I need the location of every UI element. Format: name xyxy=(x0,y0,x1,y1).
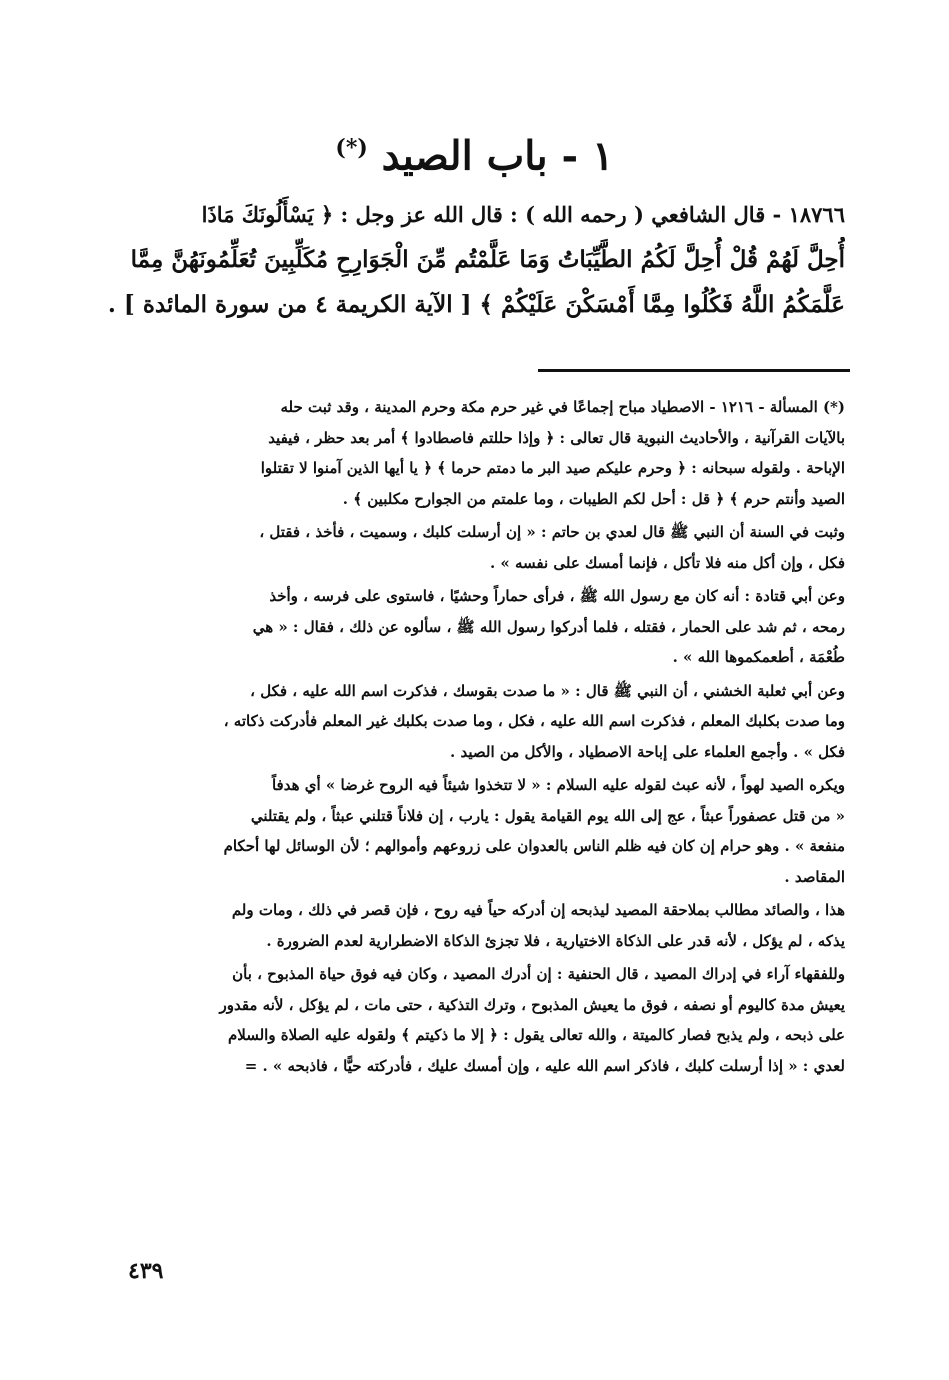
chapter-heading-text: ١ - باب الصيد xyxy=(381,132,614,180)
main-text xyxy=(100,192,845,327)
main-text-line: ١٨٧٦٦ - قال الشافعي ( رحمه الله ) : قال الله عز وجل : ﴿ يَسْأَلُونَكَ مَاذَا xyxy=(201,202,845,227)
footnote-line: المقاصد . xyxy=(784,867,845,886)
footnote-line: فكل » . وأجمع العلماء على إباحة الاصطياد ، والأكل من الصيد . xyxy=(450,742,845,761)
footnote-line: بالآيات القرآنية ، والأحاديث النبوية قال تعالى : ﴿ وإذا حللتم فاصطادوا ﴾ أمر بعد حظر ، فيفيد xyxy=(268,428,845,447)
main-text-line: عَلَّمَكُمُ اللَّهُ فَكُلُوا مِمَّا أَمْسَكْنَ عَلَيْكُمْ ﴾ [ الآية الكريمة ٤ من سورة المائدة ] . xyxy=(107,291,845,318)
footnote-line: وثبت في السنة أن النبي ﷺ قال لعدي بن حاتم : « إن أرسلت كلبك ، وسميت ، فأخذ ، فقتل ، xyxy=(259,523,845,541)
footnote-line: لعدي : « إذا أرسلت كلبك ، فاذكر اسم الله عليه ، وإن أمسك عليك ، فأدركته حيًّا ، فاذبحه » . = xyxy=(244,1056,845,1075)
main-text-line: أُحِلَّ لَهُمْ قُلْ أُحِلَّ لَكُمُ الطَّيِّبَاتُ وَمَا عَلَّمْتُم مِّنَ الْجَوَارِحِ مُكَلِّبِينَ تُعَلِّمُونَهُنَّ مِمَّا xyxy=(130,246,845,273)
footnote-line: الإباحة . ولقوله سبحانه : ﴿ وحرم عليكم صيد البر ما دمتم حرما ﴾ ﴿ يا أيها الذين آمنوا لا تقتلوا xyxy=(260,459,845,477)
footnote-divider xyxy=(538,369,850,372)
footnote-line: وللفقهاء آراء في إدراك المصيد ، قال الحنفية : إن أدرك المصيد ، وكان فيه فوق حياة المذبوح ، بأن xyxy=(232,965,845,983)
footnote-line: يعيش مدة كاليوم أو نصفه ، فوق ما يعيش المذبوح ، وترك التذكية ، حتى مات ، لم يؤكل ، لأنه مقدور xyxy=(219,995,845,1014)
footnote-marker: (*) xyxy=(335,135,368,161)
footnote-paragraph xyxy=(100,517,845,578)
footnote-paragraph xyxy=(100,959,845,1081)
footnotes xyxy=(100,392,845,1084)
footnote-line: منفعة » . وهو حرام إن كان فيه ظلم الناس بالعدوان على زروعهم وأموالهم ؛ لأن الوسائل لها أحكام xyxy=(223,837,845,855)
footnote-paragraph xyxy=(100,895,845,956)
footnote-line: الصيد وأنتم حرم ﴾ ﴿ قل : أحل لكم الطيبات ، وما علمتم من الجوارح مكلبين ﴾ . xyxy=(342,489,845,508)
footnote-line: « من قتل عصفوراً عبثاً ، عج إلى الله يوم القيامة يقول : يارب ، إن فلاناً قتلني عبثاً ، ولم يقتلني xyxy=(250,806,845,825)
footnote-line: (*) المسألة - ١٢١٦ - الاصطياد مباح إجماعًا في غير حرم مكة وحرم المدينة ، وقد ثبت حله xyxy=(280,398,845,416)
footnote-paragraph xyxy=(100,392,845,514)
chapter-title xyxy=(100,118,849,186)
footnote-line: على ذبحه ، ولم يذبح فصار كالميتة ، والله تعالى يقول : ﴿ إلا ما ذكيتم ﴾ ولقوله عليه الصلاة والسلام xyxy=(227,1026,845,1044)
footnote-line: فكل ، وإن أكل منه فلا تأكل ، فإنما أمسك على نفسه » . xyxy=(489,553,845,572)
footnote-line: هذا ، والصائد مطالب بملاحقة المصيد ليذبحه إن أدركه حياً فيه روح ، فإن قصر في ذلك ، ومات ولم xyxy=(231,901,845,919)
footnote-line: يذكه ، لم يؤكل ، لأنه قدر على الذكاة الاختيارية ، فلا تجزئ الذكاة الاضطرارية لعدم الضرورة . xyxy=(266,931,845,950)
footnote-paragraph xyxy=(100,581,845,673)
footnote-line: وعن أبي قتادة : أنه كان مع رسول الله ﷺ ، فرأى حماراً وحشيًا ، فاستوى على فرسه ، وأخذ xyxy=(269,587,845,605)
footnote-line: رمحه ، ثم شد على الحمار ، فقتله ، فلما أدركوا رسول الله ﷺ ، سألوه عن ذلك ، فقال : « هي xyxy=(252,617,845,636)
footnote-line: وما صدت بكلبك المعلم ، فذكرت اسم الله عليه ، فكل ، وما صدت بكلبك غير المعلم فأدركت ذكاته ، xyxy=(223,712,845,730)
footnote-line: وعن أبي ثعلبة الخشني ، أن النبي ﷺ قال : « ما صدت بقوسك ، فذكرت اسم الله عليه ، فكل ، xyxy=(250,681,845,700)
page-number: ٤٣٩ xyxy=(128,1258,164,1284)
footnote-paragraph xyxy=(100,676,845,768)
footnote-paragraph xyxy=(100,770,845,892)
footnote-line: طُعْمَة ، أطعمكموها الله » . xyxy=(672,648,845,666)
footnote-line: ويكره الصيد لهواً ، لأنه عبث لقوله عليه السلام : « لا تتخذوا شيئاً فيه الروح غرضا » أي هدفاً xyxy=(271,776,845,794)
